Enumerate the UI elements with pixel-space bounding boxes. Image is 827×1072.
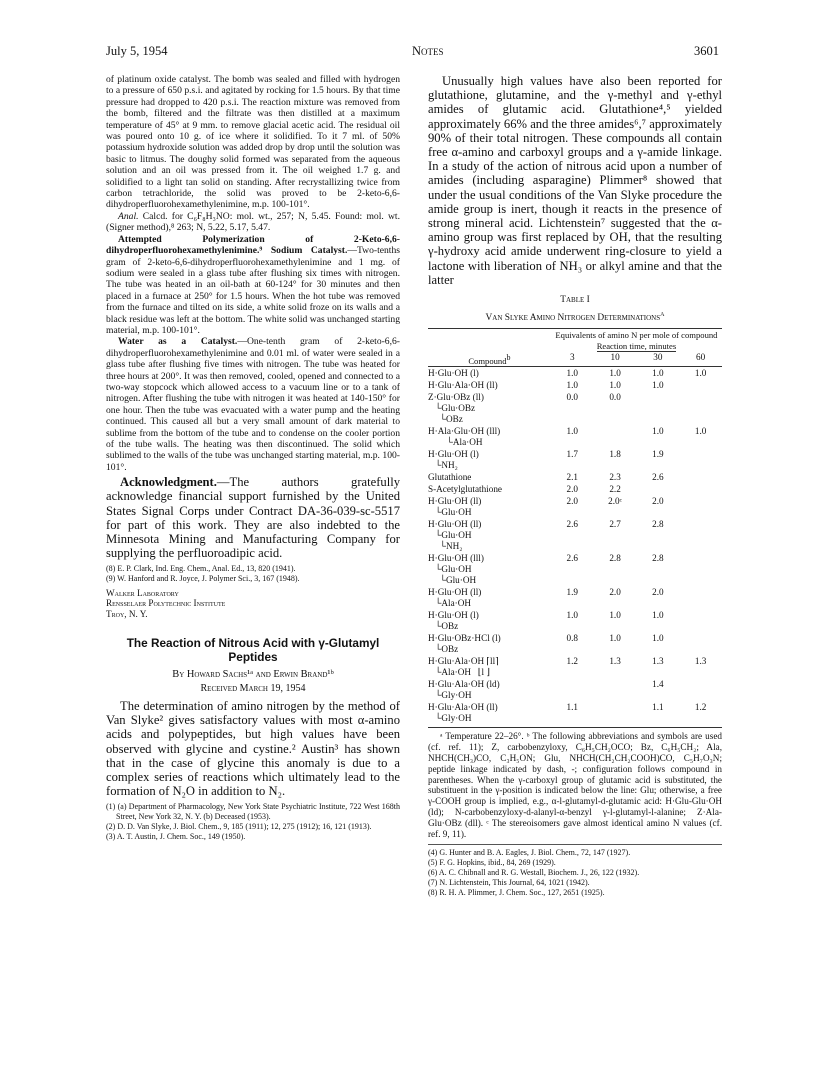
paragraph-attempted-polymerization [106, 234, 400, 337]
value-cell: 2.3 [609, 472, 621, 483]
value-cell: 1.9 [566, 587, 578, 598]
left-column [106, 74, 400, 842]
value-cell [679, 552, 722, 586]
table-row [428, 609, 722, 632]
value-cell: 1.0 [694, 368, 707, 379]
table-header-row-3 [428, 352, 722, 367]
analysis-label: Anal. [118, 210, 139, 222]
footnote-7: (7) N. Lichtenstein, This Journal, 64, 1021 (1942). [428, 877, 590, 887]
value-cell: 0.0 [566, 392, 578, 403]
table-body [428, 367, 722, 725]
table-row [428, 379, 722, 391]
table-notes: ᵃ Temperature 22–26°. ᵇ The following abbreviations and symbols are used (cf. ref. 11); Z, carbobenzyloxy, C₆H₅CH₂OCO; Bz, C₆H₅CH₂; Ala, NHCH(CH₃)CO, C₃H₅ON; Glu, NHCH(CH₂CH₂COOH)CO, C₅H₇O₃N; peptide linkage indicated by dash, -; configuration follows compound in parentheses. When the γ-carboxyl group of glutamic acid is substituted, the substituent in the γ-position is indicated below the line: Glu; otherwise, a free γ-COOH group is implied, e.g., α-l-glutamyl-d-glutamic acid: H·Glu-Glu·OH (ld); N-carbobenzyloxy-d-alanyl-α-benzyl γ-l-glutamyl-l-alanine; Z·Ala-Glu·OBz (dll). ᶜ The stereoisomers gave almost identical amino N values (cf. ref. 9, 11). [428, 731, 722, 839]
compound-cell: H·Glu·Ala·OH (ll) [428, 380, 498, 391]
footnote-8: (8) E. P. Clark, Ind. Eng. Chem., Anal. Ed., 13, 820 (1941). [106, 564, 296, 574]
value-cell: 1.0 [566, 380, 578, 391]
table-row [428, 701, 722, 724]
value-cell: 1.7 [566, 449, 578, 460]
value-cell: 1.0 [652, 633, 664, 644]
footnote-6: (6) A. C. Chibnall and R. G. Westall, Biochem. J., 26, 122 (1932). [428, 868, 640, 877]
time-header-10: 10 [594, 352, 637, 367]
value-cell [679, 391, 722, 425]
subhead-water: Water as a Catalyst. [118, 336, 238, 348]
value-cell [679, 678, 722, 701]
value-cell: 1.3 [652, 656, 664, 667]
value-cell [594, 678, 637, 701]
footnote-8-plimmer: (8) R. H. A. Plimmer, J. Chem. Soc., 127, 2651 (1925). [428, 887, 605, 897]
value-cell: 1.1 [566, 702, 578, 713]
nitrogen-table [428, 328, 722, 724]
table-row [428, 495, 722, 518]
compound-cell: H·Glu·OH (ll) └Glu·OH [428, 496, 482, 518]
compound-cell: H·Glu·OH (l) └NH₂ [428, 449, 479, 471]
paragraph-unusual-values: Unusually high values have also been reported for glutathione, glutamine, and the γ-methyl and γ-ethyl amides of glutamic acid. Glutathione⁴,⁵ yielded approximately 66% and the three amides⁶,⁷ approximately 90% of their total nitrogen. These compounds all contain free α-amino and carboxyl groups and a γ-amide linkage. In a study of the action of nitrous acid upon a number of amides (including asparagine) Plimmer⁸ showed that under the usual conditions of the Van Slyke procedure the amide group is inert, though it reacts in the presence of strong mineral acid. Lichtenstein⁷ suggested that the α-amino group was first replaced by OH, that the resulting γ-hydroxy acid amide underwent ring-closure to yield a lactone with liberation of NH₃ or alkyl amine and that the latter [428, 74, 722, 287]
reaction-time-header [551, 341, 722, 352]
value-cell: 1.0 [609, 368, 621, 379]
value-cell [637, 483, 680, 495]
value-cell [679, 632, 722, 655]
footnote-5: (5) F. G. Hopkins, ibid., 84, 269 (1929). [428, 858, 556, 868]
address-line-3: Troy, N. Y. [106, 608, 148, 619]
compound-cell: H·Glu·OH (ll) └Glu·OH └NH₂ [428, 519, 482, 552]
footnote-9: (9) W. Hanford and R. Joyce, J. Polymer Sci., 3, 167 (1948). [106, 574, 300, 584]
value-cell: 1.0 [566, 426, 578, 437]
value-cell [679, 586, 722, 609]
time-header-30: 30 [637, 352, 680, 367]
attempted-text: —Two-tenths gram of 2-keto-6,6-dihydroperfluorohexamethylenimine and 1 mg. of sodium were sealed in a glass tube after flushing six times with nitrogen. The tube was heated in an oil-bath at 60-124° for 30 minutes and then placed in a furnace at 250° for 1.5 hours. When the hot tube was removed from the furnace and tilted on its side, a white solid froze on its walls and a black residue was left at the bottom. The white solid was unchanged starting material, m.p. 100-101°. [106, 245, 400, 336]
table-header-row-1 [428, 328, 722, 340]
footnotes-top [106, 564, 400, 584]
value-cell [594, 701, 637, 724]
table-row [428, 678, 722, 701]
table-row [428, 391, 722, 425]
value-cell [679, 448, 722, 471]
table-row [428, 483, 722, 495]
table-row [428, 552, 722, 586]
footnote-4: (4) G. Hunter and B. A. Eagles, J. Biol. Chem., 72, 147 (1927). [428, 848, 631, 858]
value-cell: 1.3 [609, 656, 621, 667]
value-cell: 1.4 [652, 679, 664, 690]
compound-cell: H·Glu·Ala·OH ⌈ll⌉ └Ala·OH ⌊l ⌋ [428, 656, 499, 678]
table-row [428, 367, 722, 380]
compound-header-footnote-mark: b [506, 352, 511, 362]
table-row [428, 655, 722, 678]
header-page-number: 3601 [694, 44, 719, 58]
value-cell [679, 609, 722, 632]
value-cell [637, 391, 680, 425]
address-line-1: Walker Laboratory [106, 588, 179, 599]
footnote-1: (1) (a) Department of Pharmacology, New York State Psychiatric Institute, 722 West 168th Street, New York 32, N. Y. (b) Deceased (1953). [106, 802, 400, 822]
time-header-3: 3 [551, 352, 594, 367]
header-section: Notes [412, 44, 444, 58]
value-cell: 2.0ᶜ [608, 496, 622, 507]
compound-cell: H·Glu·Ala·OH (ll) └Gly·OH [428, 702, 498, 724]
compound-cell: H·Glu·Ala·OH (ld) └Gly·OH [428, 679, 500, 701]
address-block [106, 588, 400, 619]
address-line-2: Rensselaer Polytechnic Institute [106, 598, 226, 609]
value-cell [594, 425, 637, 448]
value-cell: 2.2 [609, 484, 621, 495]
value-cell: 0.0 [609, 392, 621, 403]
value-cell: 2.0 [566, 484, 578, 495]
table-title-text: Van Slyke Amino Nitrogen Determinations [485, 313, 661, 324]
value-cell: 1.0 [609, 610, 621, 621]
value-cell: 2.8 [609, 553, 621, 564]
table-row [428, 586, 722, 609]
value-cell: 1.0 [566, 368, 578, 379]
value-cell: 1.0 [652, 368, 664, 379]
table-bottom-rule [428, 727, 722, 728]
table-title-footnote-mark: a [660, 309, 665, 319]
footnotes-bottom [106, 802, 400, 841]
compound-cell: H·Glu·OH (ll) └Ala·OH [428, 587, 482, 609]
table-label: Table I [560, 295, 590, 306]
value-cell: 1.1 [652, 702, 664, 713]
table-row [428, 471, 722, 483]
compound-cell: H·Glu·OH (l) └OBz [428, 610, 479, 632]
compound-cell: H·Glu·OH (lll) └Glu·OH └Glu·OH [428, 553, 484, 586]
equivalents-header: Equivalents of amino N per mole of compound [555, 329, 718, 340]
article-authors: By Howard Sachs¹ᵃ and Erwin Brand¹ᵇ [172, 669, 334, 681]
value-cell: 2.1 [566, 472, 578, 483]
header-date: July 5, 1954 [106, 44, 168, 58]
value-cell [679, 379, 722, 391]
value-cell: 1.3 [694, 656, 707, 667]
article-title: The Reaction of Nitrous Acid with γ-Glutamyl Peptides [126, 636, 380, 665]
value-cell [679, 471, 722, 483]
value-cell: 2.0 [566, 496, 578, 507]
value-cell: 0.8 [566, 633, 578, 644]
value-cell: 1.0 [609, 633, 621, 644]
compound-cell: H·Ala·Glu·OH (lll) └Ala·OH [428, 426, 501, 448]
footnotes-right [428, 844, 722, 897]
value-cell: 2.8 [652, 519, 664, 530]
compound-cell: S-Acetylglutathione [428, 484, 502, 495]
paragraph-procedure: of platinum oxide catalyst. The bomb was sealed and filled with hydrogen to a pressure of 650 p.s.i. and agitated by rocking for 1.5 hours. By that time pressure had dropped to 420 p.s.i. The reaction mixture was removed from the bomb, filtered and the filtrate was then distilled at a maximum temperature of 45° at 9 mm. to remove glacial acetic acid. The residual oil was poured onto 10 g. of ice where it solidified. To it 7 ml. of 50% potassium hydroxide solution was added drop by drop until the solution was basic to litmus. The doughy solid formed was separated from the aqueous solution and an oil was pressed from it. The oil weighed 1.7 g. and solidified to a light tan solid on standing. After recrystallizing twice from carbon tetrachloride, the solid was proved to be 2-keto-6,6-dihydroperfluorohexamethylenimine, m.p. 100-101°. [106, 74, 400, 211]
value-cell: 1.0 [652, 610, 664, 621]
time-header-60: 60 [679, 352, 722, 367]
value-cell: 1.0 [652, 426, 664, 437]
value-cell: 1.0 [652, 380, 664, 391]
paragraph-water-catalyst [106, 336, 400, 473]
value-cell: 2.0 [652, 496, 664, 507]
compound-cell: Z·Glu·OBz (ll) └Glu·OBz └OBz [428, 392, 484, 425]
value-cell: 1.0 [566, 610, 578, 621]
value-cell: 2.0 [652, 587, 664, 598]
right-column [428, 74, 722, 897]
paragraph-intro: The determination of amino nitrogen by the method of Van Slyke² gives satisfactory values with most α-amino acids and polypeptides, but high values have been observed with glycine and cystine.² Austin³ has shown that in the case of glycine this anomaly is due to a complex series of reactions which ultimately lead to the formation of N₂O in addition to N₂. [106, 699, 400, 799]
value-cell: 1.2 [566, 656, 578, 667]
table-title [428, 308, 722, 325]
value-cell: 1.9 [652, 449, 664, 460]
analysis-line [106, 211, 400, 234]
compound-cell: H·Glu·OH (l) [428, 368, 479, 379]
reaction-time-label: Reaction time, minutes [596, 340, 677, 351]
table-row [428, 448, 722, 471]
value-cell [679, 495, 722, 518]
value-cell: 2.8 [652, 553, 664, 564]
footnote-2: (2) D. D. Van Slyke, J. Biol. Chem., 9, 185 (1911); 12, 275 (1912); 16, 121 (1913). [106, 822, 372, 832]
compound-cell: Glutathione [428, 472, 472, 483]
value-cell: 2.6 [566, 519, 578, 530]
value-cell [679, 483, 722, 495]
value-cell: 1.0 [609, 380, 621, 391]
value-cell [551, 678, 594, 701]
acknowledgment-text: —The authors gratefully acknowledge financial support furnished by the United States Signal Corps under Contract DA-36-039-sc-5517 for part of this work. They are also indebted to the Minnesota Mining and Manufacturing Company for supplying the perfluoroadipic acid. [106, 475, 400, 561]
value-cell: 1.0 [694, 426, 707, 437]
table-row [428, 425, 722, 448]
value-cell: 1.2 [694, 702, 707, 713]
subhead-acknowledgment: Acknowledgment. [120, 475, 217, 490]
compound-cell: H·Glu·OBz·HCl (l) └OBz [428, 633, 501, 655]
footnote-3: (3) A. T. Austin, J. Chem. Soc., 149 (1950). [106, 831, 246, 841]
value-cell: 2.6 [566, 553, 578, 564]
value-cell: 2.6 [652, 472, 664, 483]
water-text: —One-tenth gram of 2-keto-6,6-dihydroperfluorohexamethylenimine and 0.01 ml. of water were sealed in a glass tube after flushing five times with nitrogen. The tube was heated for three hours at 200°. It was then removed, cooled, opened and connected to a two-way stopcock which allowed access to a vacuum line or to a tank of nitrogen. After flushing the tube with nitrogen it was heated at 140-150° for one hour. Then the tube was evacuated with a water pump and the heating continued. This caused all but a very small amount of dark material to sublime from the bottom of the tube and to condense on the cooler portion of the tube walls. The heating was then discontinued. The solid which sublimed to the walls of the tube was unchanged starting material, m.p. 100-101°. [106, 336, 400, 473]
received-date: Received March 19, 1954 [200, 682, 306, 694]
value-cell [679, 518, 722, 552]
analysis-text: Calcd. for C₆F₈H₃NO: mol. wt., 257; N, 5.45. Found: mol. wt. (Signer method),⁸ 263; N, 5.22, 5.17, 5.47. [106, 210, 400, 234]
paragraph-acknowledgment [106, 475, 400, 560]
table-row [428, 632, 722, 655]
value-cell: 2.7 [609, 519, 621, 530]
table-header-row-2 [428, 341, 722, 352]
value-cell: 1.8 [609, 449, 621, 460]
subhead-attempted: Attempted Polymerization of 2-Keto-6,6-dihydroperfluorohexamethylenimine.⁹ Sodium Catalyst. [106, 233, 400, 257]
value-cell: 2.0 [609, 587, 621, 598]
table-row [428, 518, 722, 552]
compound-header [428, 352, 551, 367]
compound-header-text: Compound [468, 355, 507, 366]
